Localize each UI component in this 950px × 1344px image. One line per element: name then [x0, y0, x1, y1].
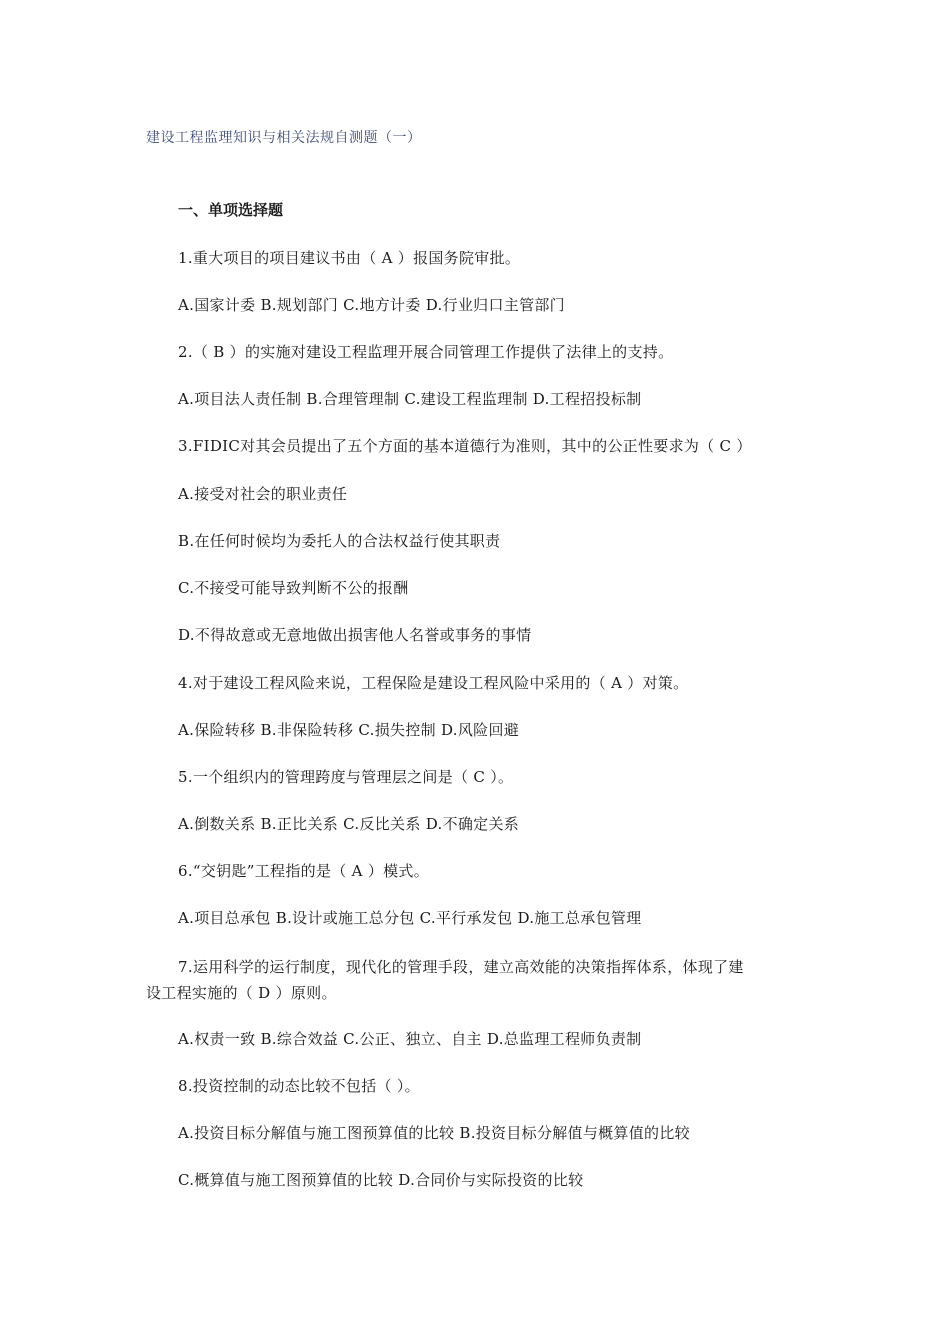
question-4-options: A.保险转移 B.非保险转移 C.损失控制 D.风险回避: [178, 721, 520, 739]
question-3: 3.FIDIC对其会员提出了五个方面的基本道德行为准则，其中的公正性要求为（ C ）: [178, 437, 752, 455]
question-7: 7.运用科学的运行制度，现代化的管理手段，建立高效能的决策指挥体系，体现了建: [178, 958, 744, 976]
question-3-option-d: D.不得故意或无意地做出损害他人名誉或事务的事情: [178, 626, 532, 644]
question-8: 8.投资控制的动态比较不包括（ ）。: [178, 1077, 420, 1095]
question-4: 4.对于建设工程风险来说，工程保险是建设工程风险中采用的（ A ）对策。: [178, 674, 689, 692]
question-5-options: A.倒数关系 B.正比关系 C.反比关系 D.不确定关系: [178, 815, 520, 833]
question-5: 5.一个组织内的管理跨度与管理层之间是（ C ）。: [178, 768, 514, 786]
section-heading: 一、单项选择题: [178, 201, 284, 219]
question-3-option-a: A.接受对社会的职业责任: [178, 485, 348, 503]
question-1-options: A.国家计委 B.规划部门 C.地方计委 D.行业归口主管部门: [178, 296, 565, 314]
question-7-options: A.权责一致 B.综合效益 C.公正、独立、自主 D.总监理工程师负责制: [178, 1030, 642, 1048]
question-7-continued: 设工程实施的（ D ）原则。: [146, 984, 337, 1002]
question-1: 1.重大项目的项目建议书由（ A ）报国务院审批。: [178, 249, 521, 267]
document-title: 建设工程监理知识与相关法规自测题（一）: [146, 130, 422, 146]
question-3-option-b: B.在任何时候均为委托人的合法权益行使其职责: [178, 532, 501, 550]
question-2: 2.（ B ）的实施对建设工程监理开展合同管理工作提供了法律上的支持。: [178, 343, 674, 361]
question-8-options-ab: A.投资目标分解值与施工图预算值的比较 B.投资目标分解值与概算值的比较: [178, 1124, 690, 1142]
question-6-options: A.项目总承包 B.设计或施工总分包 C.平行承发包 D.施工总承包管理: [178, 909, 642, 927]
question-6: 6.“交钥匙”工程指的是（ A ）模式。: [178, 862, 430, 880]
question-8-options-cd: C.概算值与施工图预算值的比较 D.合同价与实际投资的比较: [178, 1171, 584, 1189]
question-2-options: A.项目法人责任制 B.合理管理制 C.建设工程监理制 D.工程招投标制: [178, 390, 642, 408]
question-3-option-c: C.不接受可能导致判断不公的报酬: [178, 579, 409, 597]
